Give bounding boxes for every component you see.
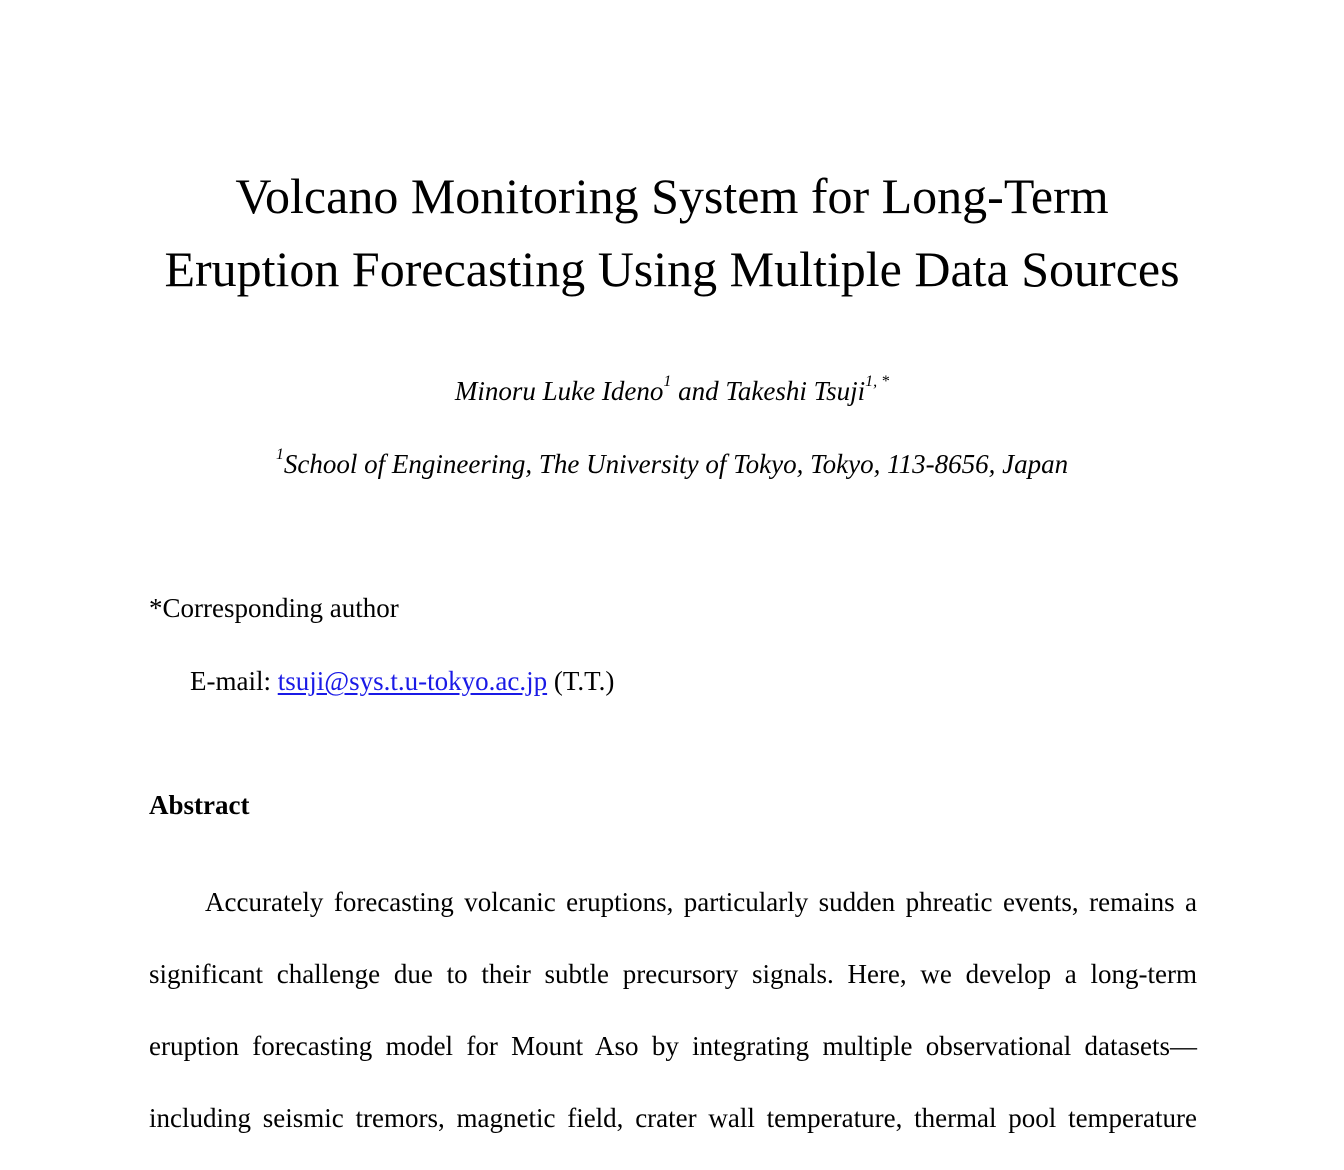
email-label: E-mail: xyxy=(190,666,278,696)
abstract-body xyxy=(149,866,1197,1154)
affiliation xyxy=(0,446,1344,480)
author-list xyxy=(0,373,1344,407)
affiliation-marker: 1 xyxy=(275,446,284,463)
abstract-line-1: Accurately forecasting volcanic eruptions, particularly sudden phreatic events, remains a xyxy=(205,887,1197,917)
abstract-heading: Abstract xyxy=(149,790,250,820)
email-line xyxy=(190,666,614,697)
abstract-line-4: including seismic tremors, magnetic field, crater wall temperature, thermal pool temperature xyxy=(149,1103,1197,1133)
author-1-name: Minoru Luke Ideno xyxy=(454,376,664,406)
author-1-affiliation-marker: 1 xyxy=(663,373,672,390)
author-2-affiliation-marker: 1, * xyxy=(865,373,890,390)
title-line-2: Eruption Forecasting Using Multiple Data Sources xyxy=(164,241,1180,297)
corresponding-author-label: *Corresponding author xyxy=(149,593,399,623)
paper-title xyxy=(0,160,1344,306)
author-2-name: Takeshi Tsuji xyxy=(725,376,866,406)
email-link[interactable]: tsuji@sys.t.u-tokyo.ac.jp xyxy=(277,666,548,696)
abstract-line-3: eruption forecasting model for Mount Aso by integrating multiple observational datasets— xyxy=(149,1031,1197,1061)
abstract-line-2: significant challenge due to their subtle precursory signals. Here, we develop a long-term xyxy=(149,959,1197,989)
email-suffix: (T.T.) xyxy=(547,666,615,696)
title-line-1: Volcano Monitoring System for Long-Term xyxy=(235,168,1109,224)
affiliation-text: School of Engineering, The University of Tokyo, Tokyo, 113-8656, Japan xyxy=(283,449,1069,479)
authors-connector: and xyxy=(671,376,726,406)
